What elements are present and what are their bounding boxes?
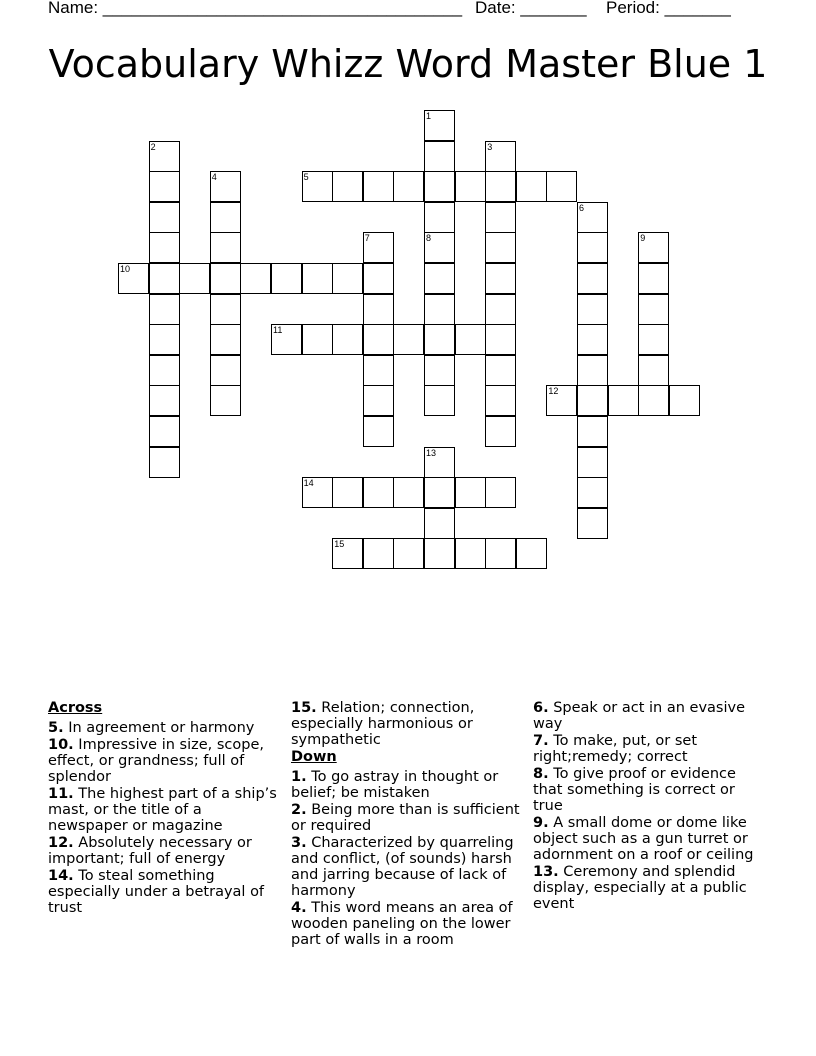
period-field-label: Period: _______ xyxy=(606,0,731,17)
down-heading: Down xyxy=(291,749,337,765)
date-field-label: Date: _______ xyxy=(475,0,587,17)
crossword-cell[interactable] xyxy=(638,385,669,416)
crossword-cell[interactable] xyxy=(485,385,516,416)
crossword-cell[interactable] xyxy=(638,355,669,386)
crossword-cell[interactable] xyxy=(393,171,424,202)
across-clue-list xyxy=(48,720,278,916)
crossword-cell[interactable] xyxy=(302,324,333,355)
crossword-cell[interactable] xyxy=(302,477,333,508)
crossword-cell[interactable] xyxy=(608,385,639,416)
clue-number: 9 xyxy=(640,233,646,244)
crossword-cell[interactable] xyxy=(393,324,424,355)
clue-number: 12 xyxy=(548,386,559,397)
crossword-cell[interactable] xyxy=(577,385,608,416)
crossword-cell[interactable] xyxy=(210,385,241,416)
crossword-cell[interactable] xyxy=(455,538,486,569)
clue-down-4: 4. This word means an area of wooden paneling on the lower part of walls in a room xyxy=(291,900,513,948)
crossword-cell[interactable] xyxy=(149,171,180,202)
crossword-cell[interactable] xyxy=(363,232,394,263)
crossword-cell[interactable] xyxy=(577,294,608,325)
crossword-cell[interactable] xyxy=(485,324,516,355)
crossword-cell[interactable] xyxy=(149,232,180,263)
clue-across-11: 11. The highest part of a ship’s mast, or the title of a newspaper or magazine xyxy=(48,786,277,834)
crossword-cell[interactable] xyxy=(149,141,180,172)
crossword-cell[interactable] xyxy=(424,447,455,478)
crossword-cell[interactable] xyxy=(485,202,516,233)
crossword-cell[interactable] xyxy=(577,232,608,263)
clue-down-7: 7. To make, put, or set right;remedy; correct xyxy=(533,733,698,765)
clue-down-1: 1. To go astray in thought or belief; be mistaken xyxy=(291,769,499,801)
crossword-cell[interactable] xyxy=(424,202,455,233)
crossword-cell[interactable] xyxy=(577,416,608,447)
crossword-cell[interactable] xyxy=(485,232,516,263)
clue-down-2: 2. Being more than is sufficient or required xyxy=(291,802,520,834)
crossword-cell[interactable] xyxy=(424,385,455,416)
clue-number: 11 xyxy=(273,325,283,336)
crossword-cell[interactable] xyxy=(546,171,577,202)
crossword-cell[interactable] xyxy=(577,508,608,539)
crossword-cell[interactable] xyxy=(546,385,577,416)
clues-column-2 xyxy=(291,700,521,949)
crossword-cell[interactable] xyxy=(210,263,241,294)
crossword-cell[interactable] xyxy=(485,538,516,569)
crossword-cell[interactable] xyxy=(363,416,394,447)
crossword-cell[interactable] xyxy=(455,171,486,202)
clue-across-5: 5. In agreement or harmony xyxy=(48,720,255,736)
crossword-cell[interactable] xyxy=(424,263,455,294)
crossword-cell[interactable] xyxy=(332,324,363,355)
crossword-cell[interactable] xyxy=(638,324,669,355)
page-title: Vocabulary Whizz Word Master Blue 1 xyxy=(48,42,768,86)
across-heading: Across xyxy=(48,700,103,716)
clue-across-14: 14. To steal something especially under a betrayal of trust xyxy=(48,868,265,916)
crossword-cell[interactable] xyxy=(363,294,394,325)
crossword-cell[interactable] xyxy=(210,202,241,233)
clue-number: 14 xyxy=(303,478,314,489)
crossword-cell[interactable] xyxy=(577,355,608,386)
crossword-cell[interactable] xyxy=(638,232,669,263)
crossword-cell[interactable] xyxy=(332,171,363,202)
crossword-cell[interactable] xyxy=(210,232,241,263)
crossword-cell[interactable] xyxy=(485,355,516,386)
crossword-cell[interactable] xyxy=(393,538,424,569)
crossword-cell[interactable] xyxy=(577,202,608,233)
crossword-cell[interactable] xyxy=(424,538,455,569)
clue-down-8: 8. To give proof or evidence that something is correct or true xyxy=(533,766,736,814)
clue-down-6: 6. Speak or act in an evasive way xyxy=(533,700,746,732)
crossword-cell[interactable] xyxy=(271,324,302,355)
crossword-cell[interactable] xyxy=(669,385,700,416)
crossword-cell[interactable] xyxy=(118,263,149,294)
clues-column-3 xyxy=(533,700,763,913)
clue-across-15: 15. Relation; connection, especially harmonious or sympathetic xyxy=(291,700,475,748)
crossword-cell[interactable] xyxy=(240,263,271,294)
crossword-cell[interactable] xyxy=(485,294,516,325)
crossword-cell[interactable] xyxy=(424,355,455,386)
crossword-cell[interactable] xyxy=(332,477,363,508)
crossword-cell[interactable] xyxy=(363,477,394,508)
crossword-cell[interactable] xyxy=(485,416,516,447)
crossword-cell[interactable] xyxy=(485,171,516,202)
crossword-cell[interactable] xyxy=(424,232,455,263)
crossword-cell[interactable] xyxy=(424,110,455,141)
crossword-cell[interactable] xyxy=(149,416,180,447)
crossword-cell[interactable] xyxy=(638,263,669,294)
clue-number: 7 xyxy=(364,233,370,244)
clue-number: 3 xyxy=(487,141,493,152)
crossword-cell[interactable] xyxy=(332,538,363,569)
crossword-cell[interactable] xyxy=(424,171,455,202)
clue-across-12: 12. Absolutely necessary or important; full of energy xyxy=(48,835,252,867)
clue-down-3: 3. Characterized by quarreling and conflict, (of sounds) harsh and jarring because of lack of harmony xyxy=(291,835,514,899)
crossword-cell[interactable] xyxy=(363,355,394,386)
crossword-cell[interactable] xyxy=(363,324,394,355)
clue-number: 5 xyxy=(303,172,309,183)
crossword-cell[interactable] xyxy=(485,141,516,172)
crossword-cell[interactable] xyxy=(424,508,455,539)
crossword-cell[interactable] xyxy=(424,141,455,172)
clue-number: 1 xyxy=(426,111,432,121)
crossword-cell[interactable] xyxy=(393,477,424,508)
crossword-cell[interactable] xyxy=(363,385,394,416)
crossword-cell[interactable] xyxy=(149,202,180,233)
crossword-cell[interactable] xyxy=(516,538,547,569)
crossword-cell[interactable] xyxy=(424,294,455,325)
crossword-cell[interactable] xyxy=(455,324,486,355)
crossword-cell[interactable] xyxy=(149,355,180,386)
crossword-cell[interactable] xyxy=(424,477,455,508)
crossword-cell[interactable] xyxy=(363,171,394,202)
crossword-cell[interactable] xyxy=(424,324,455,355)
crossword-cell[interactable] xyxy=(271,263,302,294)
crossword-cell[interactable] xyxy=(210,324,241,355)
crossword-cell[interactable] xyxy=(302,263,333,294)
crossword-cell[interactable] xyxy=(577,263,608,294)
crossword-cell[interactable] xyxy=(516,171,547,202)
crossword-cell[interactable] xyxy=(638,294,669,325)
clue-number: 15 xyxy=(334,539,345,550)
crossword-cell[interactable] xyxy=(485,263,516,294)
crossword-cell[interactable] xyxy=(577,447,608,478)
crossword-cell[interactable] xyxy=(149,447,180,478)
crossword-cell[interactable] xyxy=(302,171,333,202)
clue-number: 13 xyxy=(426,447,437,458)
crossword-cell[interactable] xyxy=(210,355,241,386)
crossword-cell[interactable] xyxy=(363,538,394,569)
crossword-cell[interactable] xyxy=(210,171,241,202)
clue-across-10: 10. Impressive in size, scope, effect, or grandness; full of splendor xyxy=(48,737,265,785)
clue-number: 2 xyxy=(150,141,156,152)
clue-number: 10 xyxy=(120,264,131,274)
clue-down-13: 13. Ceremony and splendid display, especially at a public event xyxy=(533,864,747,912)
clues-column-1 xyxy=(48,700,278,917)
crossword-cell[interactable] xyxy=(363,263,394,294)
crossword-cell[interactable] xyxy=(210,294,241,325)
clue-number: 4 xyxy=(211,172,217,183)
name-field-label: Name: ______________________________________ xyxy=(48,0,463,17)
crossword-cell[interactable] xyxy=(455,477,486,508)
clue-number: 6 xyxy=(579,202,585,213)
clue-down-9: 9. A small dome or dome like object such as a gun turret or adornment on a roof or ceiling xyxy=(533,815,754,863)
crossword-cell[interactable] xyxy=(485,477,516,508)
crossword-cell[interactable] xyxy=(149,385,180,416)
crossword-cell[interactable] xyxy=(577,477,608,508)
crossword-cell[interactable] xyxy=(332,263,363,294)
crossword-cell[interactable] xyxy=(179,263,210,294)
clue-number: 8 xyxy=(426,233,432,244)
crossword-cell[interactable] xyxy=(577,324,608,355)
crossword-cell[interactable] xyxy=(149,294,180,325)
crossword-cell[interactable] xyxy=(149,324,180,355)
crossword-cell[interactable] xyxy=(149,263,180,294)
